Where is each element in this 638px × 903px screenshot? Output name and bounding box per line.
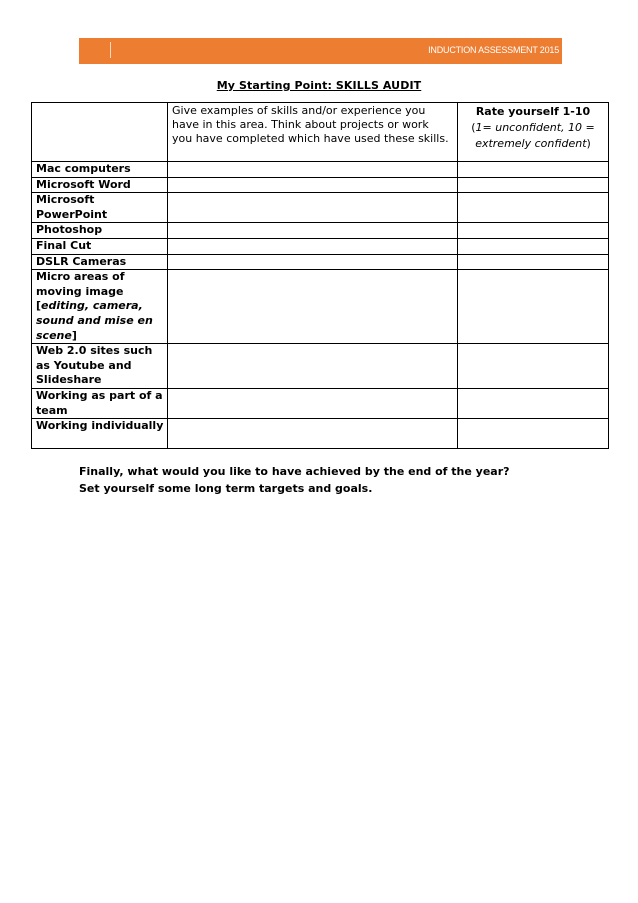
rating-cell[interactable] [458,388,609,418]
table-row [32,254,609,270]
table-row [32,223,609,239]
rating-scale-close: ) [586,137,591,150]
header-bar [79,38,562,64]
skill-label: Mac computers [32,162,168,178]
table-row [32,162,609,178]
rating-cell[interactable] [458,254,609,270]
header-divider [110,42,111,58]
skill-label [32,270,168,344]
skill-label: Photoshop [32,223,168,239]
page-title: My Starting Point: SKILLS AUDIT [216,79,422,92]
header-text: INDUCTION ASSESSMENT 2015 [428,45,559,55]
skill-label: Microsoft Word [32,177,168,193]
examples-cell[interactable] [168,344,458,389]
rating-cell[interactable] [458,162,609,178]
examples-cell[interactable] [168,193,458,223]
rating-cell[interactable] [458,419,609,449]
examples-cell[interactable] [168,270,458,344]
rating-cell[interactable] [458,223,609,239]
examples-cell[interactable] [168,177,458,193]
table-row [32,177,609,193]
rating-cell[interactable] [458,238,609,254]
rating-header-scale [462,120,604,152]
skill-label: DSLR Cameras [32,254,168,270]
skill-label-italic: editing, camera, sound and mise en scene [36,299,153,342]
rating-cell[interactable] [458,270,609,344]
closing-question-line-2: Set yourself some long term targets and goals. [79,482,373,495]
examples-cell[interactable] [168,223,458,239]
header-empty-cell [32,103,168,162]
table-row [32,419,609,449]
skill-label: Working as part of a team [32,388,168,418]
table-row [32,388,609,418]
examples-cell[interactable] [168,238,458,254]
skill-label-bracket-open: [ [36,299,42,313]
rating-scale-text: 1= unconfident, 10 = extremely confident [475,121,595,150]
table-row [32,238,609,254]
table-row [32,344,609,389]
skill-label-bracket-close: ] [71,328,77,342]
description-header: Give examples of skills and/or experience you have in this area. Think about projects or work you have completed which have used these skills. [168,103,458,162]
examples-cell[interactable] [168,388,458,418]
rating-header [458,103,609,162]
table-row [32,193,609,223]
table-header-row [32,103,609,162]
skill-label: Web 2.0 sites such as Youtube and Slideshare [32,344,168,389]
table-row [32,270,609,344]
examples-cell[interactable] [168,162,458,178]
rating-cell[interactable] [458,177,609,193]
skills-audit-table [31,102,609,449]
rating-header-title: Rate yourself 1-10 [475,105,591,118]
closing-question [79,463,599,497]
closing-question-line-1: Finally, what would you like to have achieved by the end of the year? [79,465,510,478]
rating-cell[interactable] [458,344,609,389]
skill-label-main: Micro areas of moving image [36,270,125,298]
skill-label: Microsoft PowerPoint [32,193,168,223]
rating-scale-open: ( [471,121,476,134]
rating-cell[interactable] [458,193,609,223]
skill-label: Working individually [32,419,168,449]
examples-cell[interactable] [168,254,458,270]
skill-label: Final Cut [32,238,168,254]
examples-cell[interactable] [168,419,458,449]
